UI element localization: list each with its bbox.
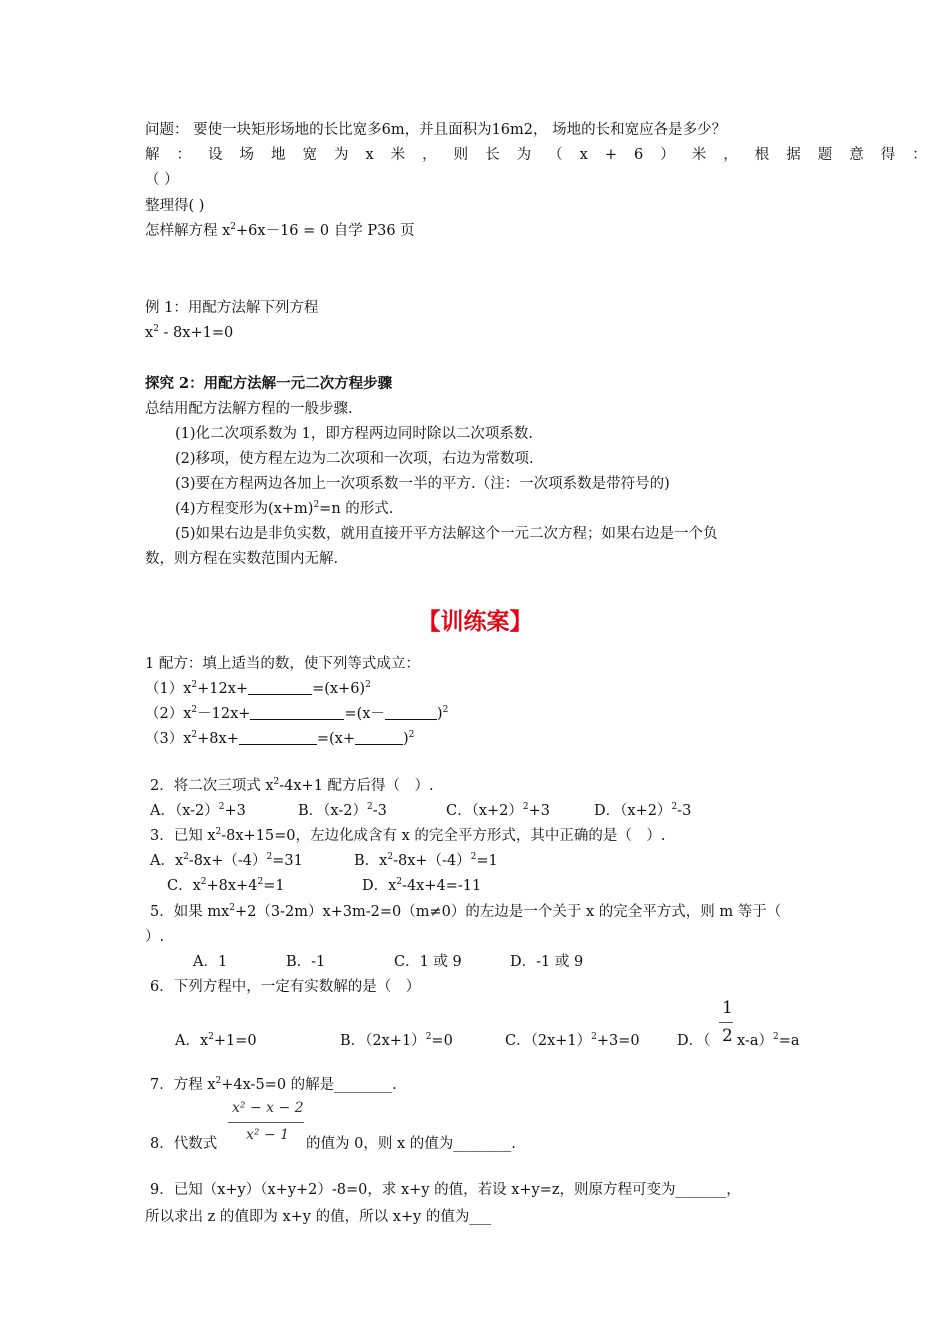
problem-solution-text: 解：设场地宽为x米，则长为（x+6）米，根据题意得： — [145, 147, 944, 163]
superscript: 2 — [591, 1032, 597, 1043]
problem-line-4: 整理得( ) — [145, 198, 205, 214]
text: +6x－16 = 0 自学 P36 页 — [236, 223, 415, 239]
text: (4)方程变形为(x+m) — [175, 501, 314, 517]
q1-item-1 — [145, 679, 371, 699]
superscript: 2 — [408, 730, 415, 741]
superscript: 2 — [470, 852, 477, 863]
text: B．（x-2） — [298, 803, 367, 819]
text: C．（x+2） — [446, 803, 523, 819]
q6-stem: 6．下列方程中，一定有实数解的是（ ） — [150, 979, 421, 995]
superscript: 2 — [671, 802, 678, 813]
q2-stem — [150, 776, 434, 796]
example-title: 例 1：用配方法解下列方程 — [145, 300, 319, 316]
problem-line-2 — [145, 145, 944, 165]
superscript: 2 — [257, 877, 264, 888]
text: （1）x — [145, 681, 192, 697]
text: （3）x — [145, 731, 192, 747]
q6-option-a — [175, 1031, 257, 1051]
answer-blank[interactable] — [239, 730, 317, 745]
problem-line-1: 问题： 要使一块矩形场地的长比宽多6m，并且面积为16m2， 场地的长和宽应各是多少？ — [145, 122, 727, 138]
text: 怎样解方程 x — [145, 223, 231, 239]
q2-option-a — [150, 801, 246, 821]
example-equation — [145, 323, 233, 343]
text: B．（2x+1） — [340, 1033, 426, 1049]
text: +1=0 — [213, 1033, 257, 1049]
q9-line-2: 所以求出 z 的值即为 x+y 的值，所以 x+y 的值为___ — [145, 1209, 492, 1225]
text: =1 — [263, 878, 285, 894]
step-3: (3)要在方程两边各加上一次项系数一半的平方.（注：一次项系数是带符号的) — [175, 476, 670, 492]
q1-stem: 1 配方：填上适当的数，使下列等式成立： — [145, 656, 420, 672]
q6-fraction-bar — [719, 1022, 733, 1023]
superscript: 2 — [200, 877, 207, 888]
text: =a — [778, 1033, 800, 1049]
text: =n 的形式. — [319, 501, 394, 517]
superscript: 2 — [273, 777, 280, 788]
text: x-a） — [737, 1033, 773, 1049]
superscript: 2 — [218, 802, 225, 813]
q5-option-d: D．-1 或 9 — [510, 954, 584, 970]
training-title: 【训练案】 — [417, 609, 533, 635]
text: +4x-5=0 的解是________. — [221, 1077, 397, 1093]
answer-blank[interactable] — [385, 705, 437, 720]
superscript: 2 — [772, 1032, 779, 1043]
text: -3 — [372, 803, 387, 819]
superscript: 2 — [191, 680, 198, 691]
q8-denominator: x² − 1 — [246, 1127, 290, 1143]
text: =(x+6) — [312, 681, 366, 697]
superscript: 2 — [425, 1032, 432, 1043]
superscript: 2 — [365, 680, 371, 691]
q2-option-d — [594, 801, 691, 821]
q3-option-c — [167, 876, 285, 896]
superscript: 2 — [266, 852, 273, 863]
step-4 — [175, 499, 393, 519]
text: ) — [436, 706, 443, 722]
text: C．x — [167, 878, 201, 894]
superscript: 2 — [183, 852, 189, 863]
superscript: 2 — [442, 705, 449, 716]
text: x — [145, 325, 154, 341]
text: 3．已知 x — [150, 828, 216, 844]
superscript: 2 — [208, 1032, 214, 1043]
text: D．x — [362, 878, 397, 894]
superscript: 2 — [191, 730, 198, 741]
superscript: 2 — [396, 877, 403, 888]
explore-intro: 总结用配方法解方程的一般步骤. — [145, 401, 353, 417]
text: B．x — [354, 853, 388, 869]
q5-option-b: B．-1 — [286, 954, 326, 970]
q5-option-c: C．1 或 9 — [394, 954, 462, 970]
text: A．x — [150, 853, 184, 869]
superscript: 2 — [191, 705, 198, 716]
q6-frac-denominator: 2 — [722, 1026, 733, 1046]
q8-fraction-bar — [228, 1122, 304, 1123]
text: 2．将二次三项式 x — [150, 778, 274, 794]
q9-line-1: 9．已知（x+y）（x+y+2）-8=0，求 x+y 的值，若设 x+y=z，则原方程可变为_______， — [150, 1182, 741, 1198]
superscript: 2 — [522, 802, 529, 813]
q3-option-b — [354, 851, 498, 871]
q3-stem — [150, 826, 666, 846]
superscript: 2 — [230, 222, 237, 233]
text: A．（x-2） — [150, 803, 219, 819]
text: -3 — [677, 803, 692, 819]
text: +8x+4 — [206, 878, 258, 894]
explore-heading: 探究 2：用配方法解一元二次方程步骤 — [145, 375, 393, 392]
problem-line-5 — [145, 221, 415, 241]
text: +3=0 — [596, 1033, 640, 1049]
text: D．（x+2） — [594, 803, 672, 819]
text: =31 — [272, 853, 303, 869]
text: -8x+15=0，左边化成含有 x 的完全平方形式，其中正确的是（ ）. — [221, 828, 666, 844]
superscript: 2 — [313, 500, 320, 511]
text: =0 — [431, 1033, 453, 1049]
text: A．x — [175, 1033, 209, 1049]
text: （2）x — [145, 706, 192, 722]
q2-option-b — [298, 801, 387, 821]
superscript: 2 — [215, 1076, 222, 1087]
q1-item-3 — [145, 729, 414, 749]
q6-option-d-prefix: D．（ — [677, 1033, 711, 1049]
q8-suffix: 的值为 0，则 x 的值为________. — [306, 1136, 516, 1152]
text: 5．如果 mx — [150, 904, 230, 920]
step-1: (1)化二次项系数为 1，即方程两边同时除以二次项系数. — [175, 426, 533, 442]
text: +3 — [528, 803, 551, 819]
problem-line-3: （ ） — [145, 172, 179, 188]
q6-frac-numerator: 1 — [722, 998, 733, 1018]
text: C．（2x+1） — [505, 1033, 592, 1049]
superscript: 2 — [366, 802, 373, 813]
text: -4x+1 配方后得（ ）. — [279, 778, 434, 794]
text: -8x+（-4） — [393, 853, 471, 869]
q5-stem-line-2: ）. — [145, 929, 165, 945]
q3-option-a — [150, 851, 303, 871]
superscript: 2 — [229, 903, 235, 914]
q5-stem-line-1 — [150, 902, 781, 922]
text: －12x+ — [197, 706, 251, 722]
q8-numerator: x² − x − 2 — [232, 1100, 304, 1116]
text: ) — [402, 731, 409, 747]
superscript: 2 — [387, 852, 394, 863]
answer-blank[interactable] — [250, 705, 344, 720]
text: 7．方程 x — [150, 1077, 216, 1093]
q6-option-c — [505, 1031, 640, 1051]
text: =(x+ — [316, 731, 355, 747]
q1-item-2 — [145, 704, 448, 724]
text: -8x+（-4） — [188, 853, 267, 869]
text: +12x+ — [197, 681, 249, 697]
step-5-line-1: (5)如果右边是非负实数，就用直接开平方法解这个一元二次方程；如果右边是一个负 — [175, 526, 718, 542]
text: -4x+4=-11 — [402, 878, 482, 894]
text: =1 — [476, 853, 498, 869]
q6-option-d — [737, 1031, 800, 1051]
superscript: 2 — [215, 827, 222, 838]
text: +3 — [224, 803, 246, 819]
q7-line — [150, 1075, 397, 1095]
q3-option-d — [362, 876, 481, 896]
q5-option-a: A．1 — [193, 954, 228, 970]
text: +2（3-2m）x+3m-2=0（m≠0）的左边是一个关于 x 的完全平方式，则 m 等于（ — [235, 904, 782, 920]
q2-option-c — [446, 801, 550, 821]
q8-prefix: 8．代数式 — [150, 1136, 218, 1152]
text: =(x－ — [344, 706, 385, 722]
text: - 8x+1=0 — [158, 325, 234, 341]
answer-blank[interactable] — [248, 680, 312, 695]
q6-option-b — [340, 1031, 453, 1051]
answer-blank[interactable] — [355, 730, 403, 745]
text: +8x+ — [197, 731, 239, 747]
superscript: 2 — [153, 324, 159, 335]
step-5-line-2: 数，则方程在实数范围内无解. — [145, 551, 339, 567]
step-2: (2)移项，使方程左边为二次项和一次项，右边为常数项. — [175, 451, 534, 467]
